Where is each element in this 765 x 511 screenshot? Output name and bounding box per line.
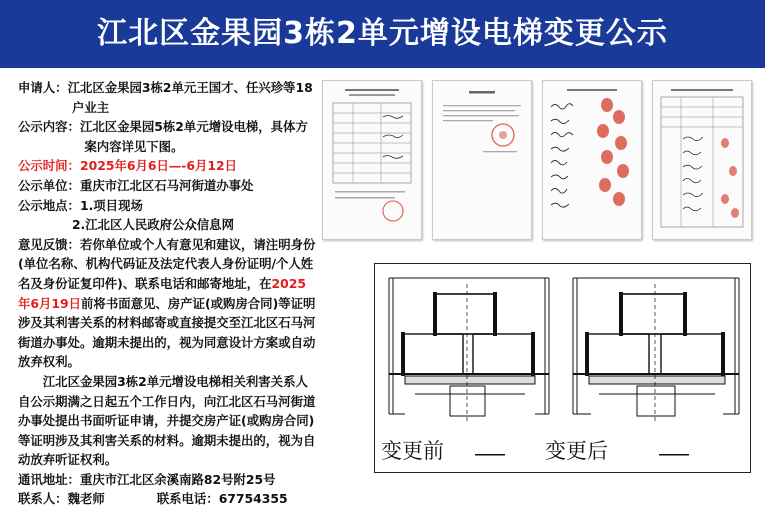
unit-line [18, 176, 318, 196]
feedback-text-1: 若你单位或个人有意见和建议，请注明身份(单位名称、机构代码证及法定代表人身份证明/个人姓名及身份证复印件)、联系电话和邮寄地址，在 [18, 236, 316, 291]
time-line [18, 156, 318, 176]
unit-value: 重庆市江北区石马河街道办事处 [79, 177, 254, 193]
phone-label: 联系电话： [156, 491, 219, 507]
feedback-label: 意见反馈： [18, 236, 80, 252]
after-label: 变更后 [545, 439, 608, 463]
phone-value: 67754355 [218, 491, 288, 507]
document-scans [322, 80, 752, 240]
content-value: 江北区金果园5栋2单元增设电梯，具体方案内容详见下图。 [79, 119, 308, 154]
applicant-value: 江北区金果园3栋2单元王国才、任兴珍等18户业主 [67, 80, 313, 115]
place-line [18, 196, 318, 216]
content-label: 公示内容： [18, 119, 80, 135]
contact-line [18, 489, 318, 509]
applicant-label: 申请人： [18, 80, 68, 95]
plan-before [375, 264, 562, 472]
applicant-line [18, 78, 318, 117]
place-item-1: 1.项目现场 [79, 197, 143, 213]
address-line [18, 470, 318, 490]
document-thumbnail-2 [432, 80, 532, 240]
feedback-text-2: 前将书面意见、房产证(或购房合同)等证明涉及其利害关系的材料邮寄或直接提交至江北区石马河街道办事处。逾期未提出的，视为同意设计方案或自动放弃权利。 [18, 295, 316, 370]
feedback-paragraph [18, 235, 318, 372]
document-thumbnail-1 [322, 80, 422, 240]
notice-text [18, 78, 318, 509]
elevator-plan-drawing [374, 263, 751, 473]
unit-label: 公示单位： [18, 177, 80, 193]
content-line [18, 117, 318, 156]
document-thumbnail-3 [542, 80, 642, 240]
before-label: 变更前 [381, 439, 444, 463]
document-thumbnail-4 [652, 80, 752, 240]
time-label: 公示时间： [18, 158, 80, 174]
feedback-deadline: 2025年6月19日 [18, 275, 306, 311]
place-label: 公示地点： [18, 197, 80, 213]
place-item-2: 2.江北区人民政府公众信息网 [71, 217, 234, 233]
page-title: 江北区金果园3栋2单元增设电梯变更公示 [0, 0, 765, 68]
time-value: 2025年6月6日—-6月12日 [79, 158, 238, 174]
address-label: 通讯地址： [18, 471, 80, 487]
address-value: 重庆市江北区余溪南路82号附25号 [79, 471, 276, 487]
contact-label: 联系人： [18, 491, 68, 507]
hearing-paragraph: 江北区金果园3栋2单元增设电梯相关利害关系人自公示期满之日起五个工作日内，向江北区石马河街道办事处提出书面听证申请，并提交房产证(或购房合同)等证明涉及其利害关系的材料。逾期未提出的，视为自动放弃听证权利。 [18, 373, 316, 468]
plan-after [545, 264, 750, 472]
contact-value: 魏老师 [67, 491, 105, 507]
